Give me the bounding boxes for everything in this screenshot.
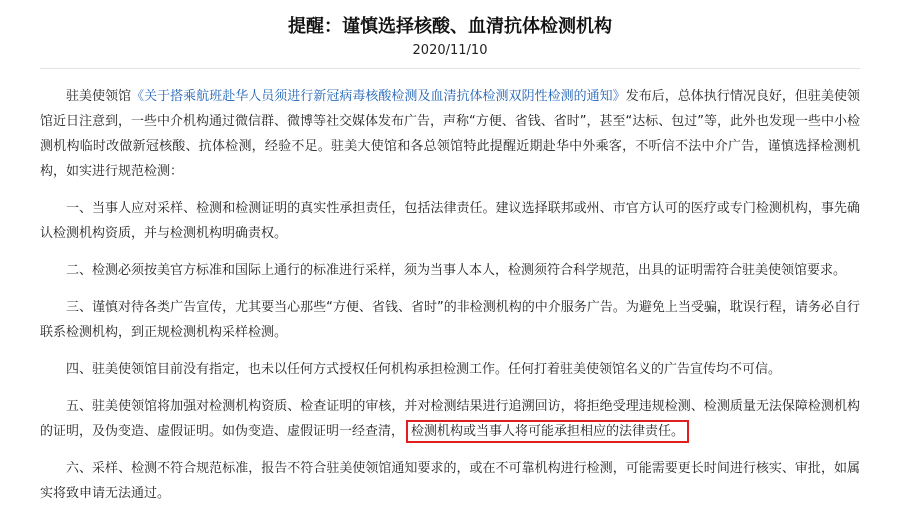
item-paragraph-6: 六、采样、检测不符合规范标准，报告不符合驻美使领馆通知要求的，或在不可靠机构进行检测，可能需要更长时间进行核实、审批，如属实将致申请无法通过。: [40, 461, 860, 501]
paragraph-gap: [40, 444, 860, 456]
item-5-text: 五、驻美使领馆将加强对检测机构资质、检查证明的审核，并对检测结果进行追溯回访，将拒绝受理违规检测、检测质量无法保障检测机构的证明，及伪变造、虚假证明。如伪变造、虚假证明一经查清，: [40, 399, 860, 439]
item-paragraph-1: 一、当事人应对采样、检测和检测证明的真实性承担责任，包括法律责任。建议选择联邦或州、市官方认可的医疗或专门检测机构，事先确认检测机构资质，并与检测机构明确责权。: [40, 201, 860, 241]
intro-suffix: 发布后，总体执行情况良好，但驻美使领馆近日注意到，一些中介机构通过微信群、微博等社交媒体发布广告，声称“方便、省钱、省时”，甚至“达标、包过”等，此外也发现一些中小检测机构临时改做新冠核酸、抗体检测，经验不足。驻美大使馆和各总领馆特此提醒近期赴华中外乘客，不听信不法中介广告，谨慎选择检测机构，如实进行规范检测：: [40, 89, 860, 179]
article-body: [40, 84, 860, 506]
page-title: 提醒：谨慎选择核酸、血清抗体检测机构: [288, 16, 612, 37]
paragraph-gap: [40, 246, 860, 258]
highlighted-legal-responsibility: 检测机构或当事人将可能承担相应的法律责任。: [406, 420, 689, 443]
paragraph-gap: [40, 184, 860, 196]
publish-date: 2020/11/10: [412, 43, 488, 58]
notice-link[interactable]: 《关于搭乘航班赴华人员须进行新冠病毒核酸检测及血清抗体检测双阴性检测的通知》: [131, 89, 626, 104]
item-paragraph-3: 三、谨慎对待各类广告宣传，尤其要当心那些“方便、省钱、省时”的非检测机构的中介服务广告。为避免上当受骗，耽误行程，请务必自行联系检测机构，到正规检测机构采样检测。: [40, 300, 860, 340]
paragraph-gap: [40, 345, 860, 357]
header-divider: [40, 68, 860, 69]
intro-paragraph: [40, 84, 860, 184]
item-paragraph-2: 二、检测必须按美官方标准和国际上通行的标准进行采样，须为当事人本人，检测须符合科学规范，出具的证明需符合驻美使领馆要求。: [66, 263, 847, 278]
paragraph-gap: [40, 382, 860, 394]
item-paragraph-5: [40, 394, 860, 444]
item-paragraph-4: 四、驻美使领馆目前没有指定，也未以任何方式授权任何机构承担检测工作。任何打着驻美使领馆名义的广告宣传均不可信。: [66, 362, 782, 377]
intro-prefix: 驻美使领馆: [66, 89, 132, 104]
paragraph-gap: [40, 283, 860, 295]
